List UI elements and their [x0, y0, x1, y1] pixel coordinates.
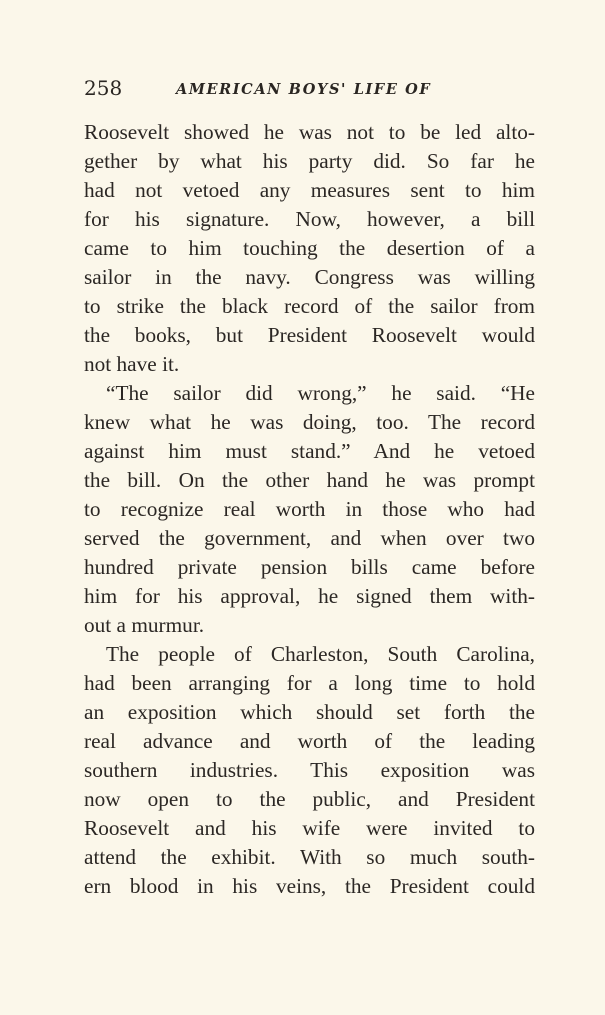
- text-line: knew what he was doing, too. The record: [84, 410, 535, 434]
- text-line: now open to the public, and President: [84, 787, 535, 811]
- text-line: had been arranging for a long time to hold: [84, 671, 535, 695]
- text-line: had not vetoed any measures sent to him: [84, 178, 535, 202]
- text-line: an exposition which should set forth the: [84, 700, 535, 724]
- text-line: ern blood in his veins, the President could: [84, 874, 535, 898]
- text-line: hundred private pension bills came before: [84, 555, 535, 579]
- paragraph: [84, 379, 535, 640]
- text-line: “The sailor did wrong,” he said. “He: [106, 381, 535, 405]
- body-text: [84, 118, 535, 901]
- text-line: gether by what his party did. So far he: [84, 149, 535, 173]
- text-line: out a murmur.: [84, 613, 205, 637]
- text-line: southern industries. This exposition was: [84, 758, 535, 782]
- paragraph: [84, 640, 535, 901]
- text-line: came to him touching the desertion of a: [84, 236, 535, 260]
- text-line: real advance and worth of the leading: [84, 729, 535, 753]
- text-line: sailor in the navy. Congress was willing: [84, 265, 535, 289]
- text-line: him for his approval, he signed them with-: [84, 584, 535, 608]
- text-line: attend the exhibit. With so much south-: [84, 845, 535, 869]
- text-line: Roosevelt and his wife were invited to: [84, 816, 535, 840]
- paragraph: [84, 118, 535, 379]
- text-line: against him must stand.” And he vetoed: [84, 439, 535, 463]
- page-header: [84, 74, 536, 102]
- text-line: the bill. On the other hand he was prompt: [84, 468, 535, 492]
- text-line: Roosevelt showed he was not to be led alto-: [84, 120, 535, 144]
- text-line: The people of Charleston, South Carolina,: [106, 642, 535, 666]
- page-number: 258: [84, 76, 123, 100]
- text-line: to recognize real worth in those who had: [84, 497, 535, 521]
- text-line: for his signature. Now, however, a bill: [84, 207, 535, 231]
- text-line: the books, but President Roosevelt would: [84, 323, 535, 347]
- text-line: not have it.: [84, 352, 180, 376]
- text-line: served the government, and when over two: [84, 526, 535, 550]
- running-head: AMERICAN BOYS' LIFE OF: [176, 81, 432, 98]
- text-line: to strike the black record of the sailor from: [84, 294, 535, 318]
